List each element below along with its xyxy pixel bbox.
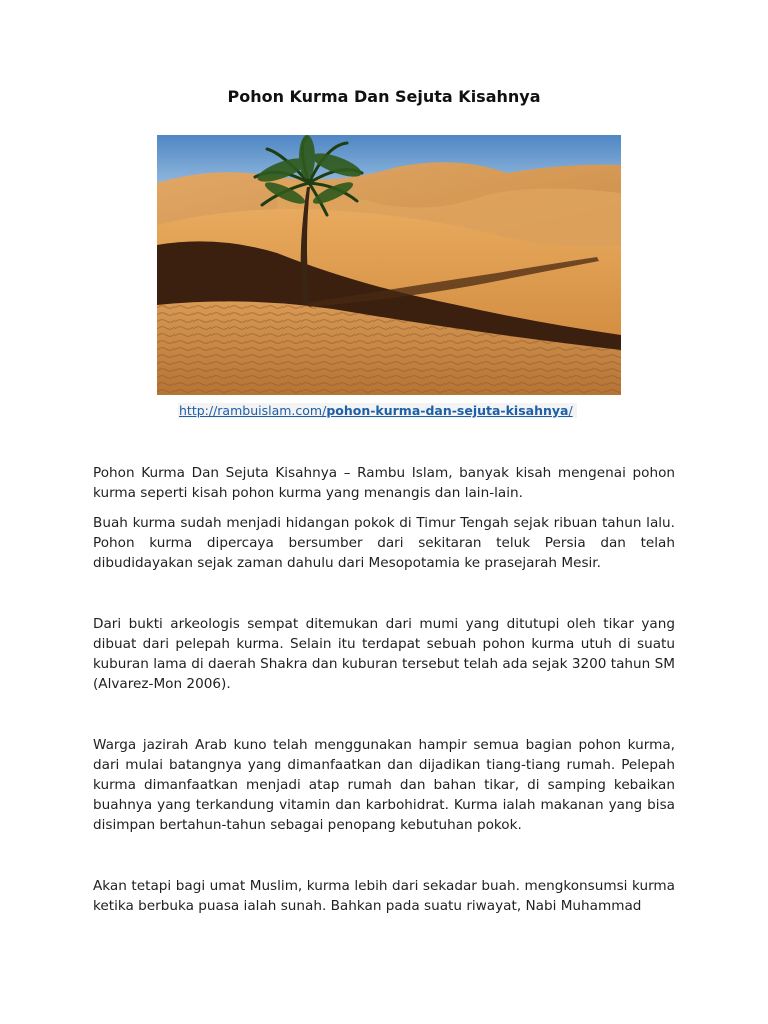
- source-link-prefix[interactable]: http://rambuislam.com/: [179, 403, 327, 418]
- paragraph-archaeology: Dari bukti arkeologis sempat ditemukan dari mumi yang ditutupi oleh tikar yang dibuat dari pelepah kurma. Selain itu terdapat sebuah pohon kurma utuh di suatu kuburan lama di daerah Shakra dan kuburan tersebut telah ada sejak 3200 tahun SM (Alvarez-Mon 2006).: [93, 616, 675, 692]
- document-title: Pohon Kurma Dan Sejuta Kisahnya: [227, 87, 541, 106]
- source-link-slug[interactable]: pohon-kurma-dan-sejuta-kisahnya: [326, 403, 569, 418]
- paragraph-origin: Buah kurma sudah menjadi hidangan pokok di Timur Tengah sejak ribuan tahun lalu. Pohon kurma dipercaya bersumber dari sekitaran teluk Persia dan telah dibudidayakan sejak zaman dahulu dari Mesopotamia ke prasejarah Mesir.: [93, 515, 675, 571]
- palm-desert-photo: [157, 135, 621, 395]
- paragraph-intro: Pohon Kurma Dan Sejuta Kisahnya – Rambu Islam, banyak kisah mengenai pohon kurma seperti kisah pohon kurma yang menangis dan lain-lain.: [93, 465, 675, 501]
- source-link-suffix[interactable]: /: [568, 403, 573, 418]
- paragraph-usage: Warga jazirah Arab kuno telah menggunakan hampir semua bagian pohon kurma, dari mulai batangnya yang dimanfaatkan dan dijadikan tiang-tiang rumah. Pelepah kurma dimanfaatkan menjadi atap rumah dan bahan tikar, di samping kebaikan buahnya yang terkandung vitamin dan karbohidrat. Kurma ialah makanan yang bisa disimpan bertahun-tahun sebagai penopang kebutuhan pokok.: [93, 737, 675, 833]
- source-link[interactable]: [178, 403, 577, 418]
- paragraph-muslim: Akan tetapi bagi umat Muslim, kurma lebih dari sekadar buah. mengkonsumsi kurma ketika berbuka puasa ialah sunah. Bahkan pada suatu riwayat, Nabi Muhammad: [93, 878, 675, 914]
